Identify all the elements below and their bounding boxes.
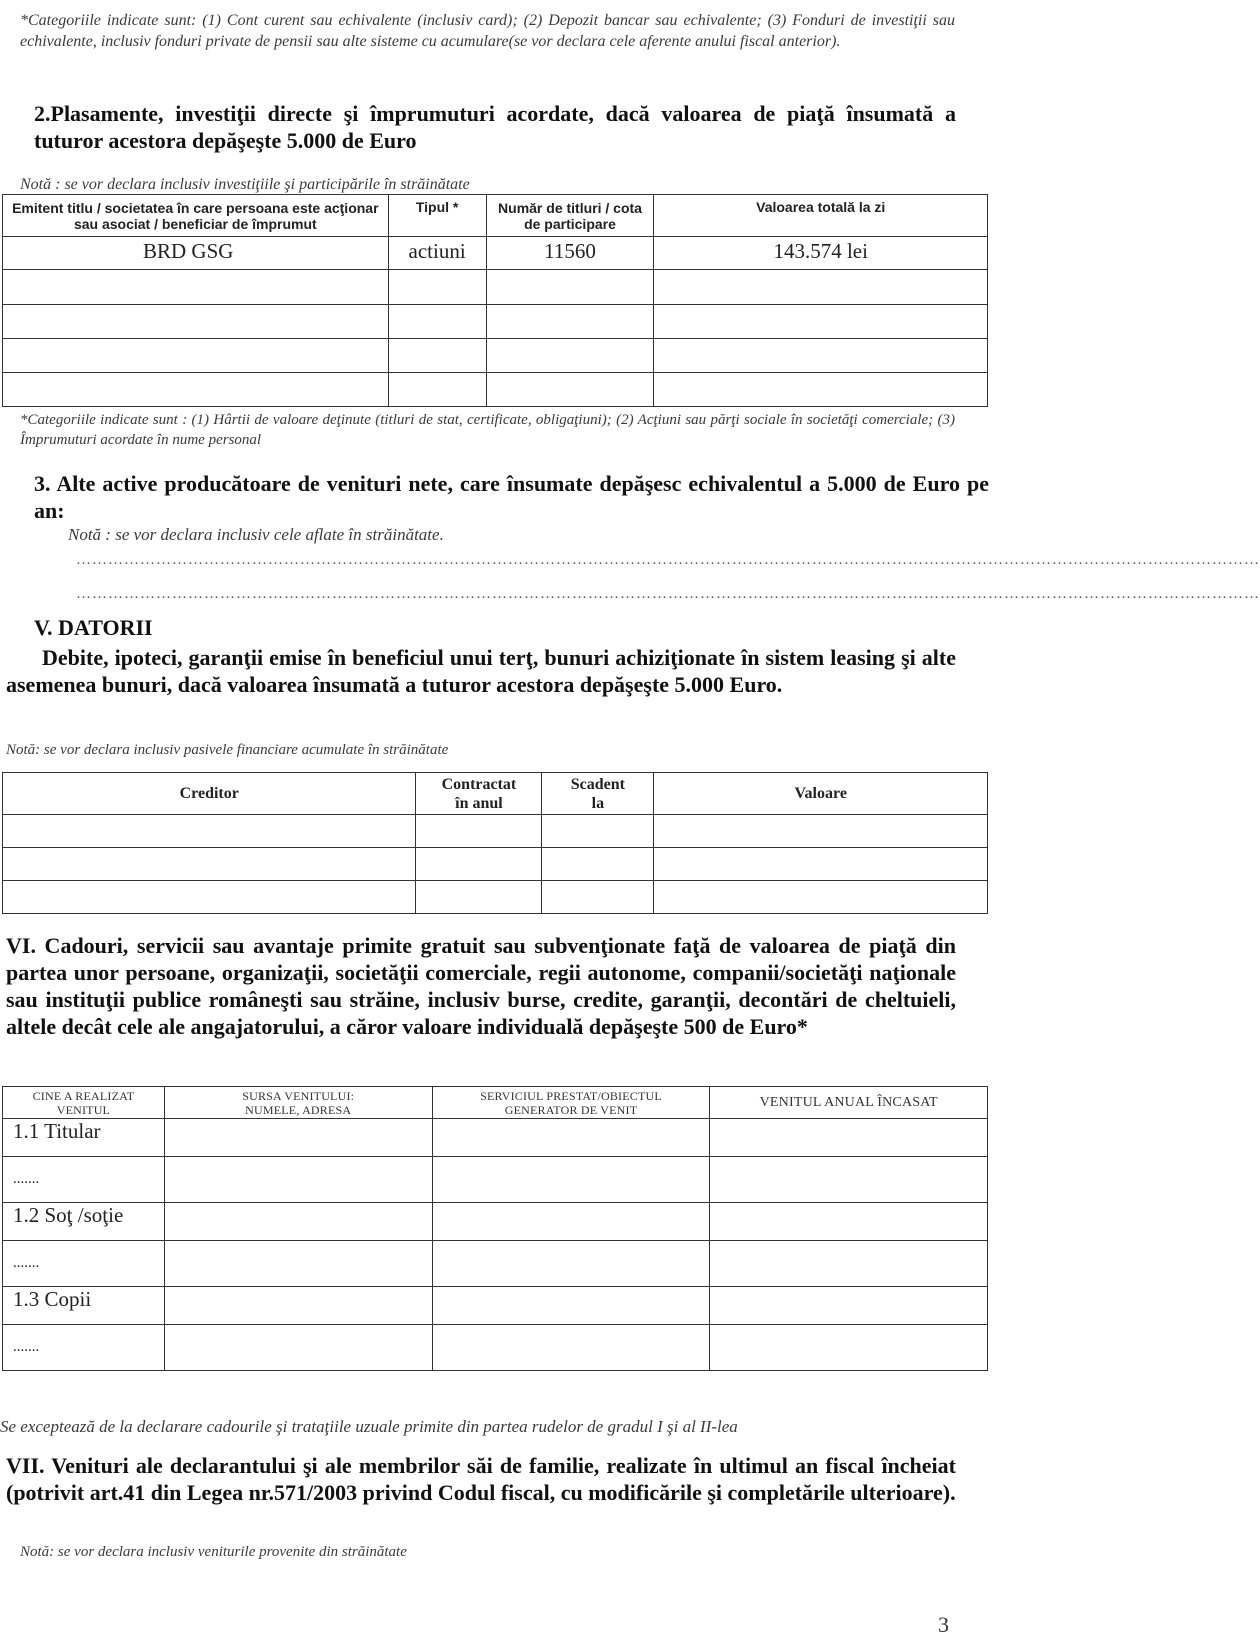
section7-text: VII. Venituri ale declarantului şi ale membrilor săi de familie, realizate în ultimul an fiscal încheiat (potrivit art.41 din Legea nr.571/2003 privind Codul fiscal, cu modificările şi completările ulterioare). <box>6 1453 956 1505</box>
section3-title: 3. Alte active producătoare de venituri nete, care însumate depăşesc echivalentul a 5.000 de Euro pe an: <box>34 471 989 523</box>
col-header-cine: CINE A REALIZAT VENITUL <box>3 1087 165 1119</box>
table-cell: 143.574 lei <box>654 237 988 270</box>
table-row <box>3 1119 988 1157</box>
section2-note: Notă : se vor declara inclusiv investiţiile şi participările în străinătate <box>20 176 470 193</box>
row-label-copii: 1.3 Copii <box>3 1287 165 1325</box>
table-cell: actiuni <box>388 237 486 270</box>
col-header-emitent: Emitent titlu / societatea în care persoana este acţionar sau asociat / beneficiar de împrumut <box>3 195 389 237</box>
table-row <box>3 881 988 914</box>
section6-text: VI. Cadouri, servicii sau avantaje primite gratuit sau subvenţionate faţă de valoarea de piaţă din partea unor persoane, organizaţii, societăţii comerciale, regii autonome, companii/societăţi naţionale sau instituţii publice româneşti sau străine, inclusiv burse, credite, garanţii, decontări de cheltuieli, altele decât cele ale angajatorului, a căror valoare individuală depăşeşte 500 de Euro* <box>6 933 956 1039</box>
row-label-placeholder: ....... <box>3 1325 165 1371</box>
intro-categories-note: *Categoriile indicate sunt: (1) Cont curent sau echivalente (inclusiv card); (2) Depozit bancar sau echivalente; (3) Fonduri de investiţii sau echivalente, inclusiv fonduri private de pensii sau alte sisteme cu acumulare(se vor declara cele aferente anului fiscal anterior). <box>20 12 955 50</box>
table-row <box>3 1157 988 1203</box>
gifts-header-row <box>3 1087 988 1119</box>
debts-table <box>2 772 988 914</box>
row-label-sot-sotie: 1.2 Soţ /soţie <box>3 1203 165 1241</box>
col-header-tipul: Tipul * <box>388 195 486 237</box>
row-label-placeholder: ....... <box>3 1157 165 1203</box>
col-header-valoare: Valoare <box>654 773 988 815</box>
row-label-placeholder: ....... <box>3 1241 165 1287</box>
section7-note: Notă: se vor declara inclusiv veniturile provenite din străinătate <box>20 1544 407 1560</box>
table-row <box>3 373 988 407</box>
section3-note: Notă : se vor declara inclusiv cele aflate în străinătate. <box>68 525 444 544</box>
table-row <box>3 305 988 339</box>
dotted-line: …………………………………………………………………………………………………………………………………………………………………………………………………… <box>76 586 1260 602</box>
col-header-sursa: SURSA VENITULUI: NUMELE, ADRESA <box>164 1087 432 1119</box>
col-header-creditor: Creditor <box>3 773 416 815</box>
section5-text-body: Debite, ipoteci, garanţii emise în beneficiul unui terţ, bunuri achiziţionate în sistem leasing şi alte asemenea bunuri, dacă valoarea însumată a tuturor acestora depăşeşte 5.000 Euro. <box>6 645 956 697</box>
dotted-line: …………………………………………………………………………………………………………………………………………………………………………………………………… <box>76 552 1260 568</box>
table-row <box>3 1325 988 1371</box>
row-label-titular: 1.1 Titular <box>3 1119 165 1157</box>
section2-title: 2.Plasamente, investiţii directe şi împrumuturi acordate, dacă valoarea de piaţă însumată a tuturor acestora depăşeşte 5.000 de Euro <box>34 101 956 153</box>
col-header-numar-titluri: Număr de titluri / cota de participare <box>486 195 654 237</box>
section5-heading: V. DATORII <box>34 615 153 640</box>
section6-footnote: Se exceptează de la declarare cadourile şi trataţiile uzuale primite din partea rudelor de gradul I şi al II-lea <box>0 1417 738 1436</box>
debts-header-row <box>3 773 988 815</box>
table-row <box>3 1241 988 1287</box>
table-row <box>3 1287 988 1325</box>
investments-header-row <box>3 195 988 237</box>
table-row <box>3 848 988 881</box>
gifts-table <box>2 1086 988 1371</box>
table-row <box>3 1203 988 1241</box>
col-header-valoarea: Valoarea totală la zi <box>654 195 988 237</box>
col-header-scadent: Scadent la <box>542 773 654 815</box>
col-header-venitul: VENITUL ANUAL ÎNCASAT <box>710 1087 988 1119</box>
col-header-serviciul: SERVICIUL PRESTAT/OBIECTUL GENERATOR DE VENIT <box>432 1087 710 1119</box>
section5-text <box>6 644 956 698</box>
table-row <box>3 237 988 270</box>
section2-footnote: *Categoriile indicate sunt : (1) Hârtii de valoare deţinute (titluri de stat, certificate, obligaţiuni); (2) Acţiuni sau părţi sociale în societăţi comerciale; (3) Împrumuturi acordate în nume personal <box>20 412 955 448</box>
table-cell: 11560 <box>486 237 654 270</box>
table-row <box>3 339 988 373</box>
investments-table <box>2 194 988 407</box>
col-header-contractat: Contractat în anul <box>416 773 542 815</box>
table-row <box>3 270 988 305</box>
table-cell: BRD GSG <box>3 237 389 270</box>
table-row <box>3 815 988 848</box>
page-number: 3 <box>938 1612 949 1637</box>
section5-note: Notă: se vor declara inclusiv pasivele financiare acumulate în străinătate <box>6 742 449 758</box>
